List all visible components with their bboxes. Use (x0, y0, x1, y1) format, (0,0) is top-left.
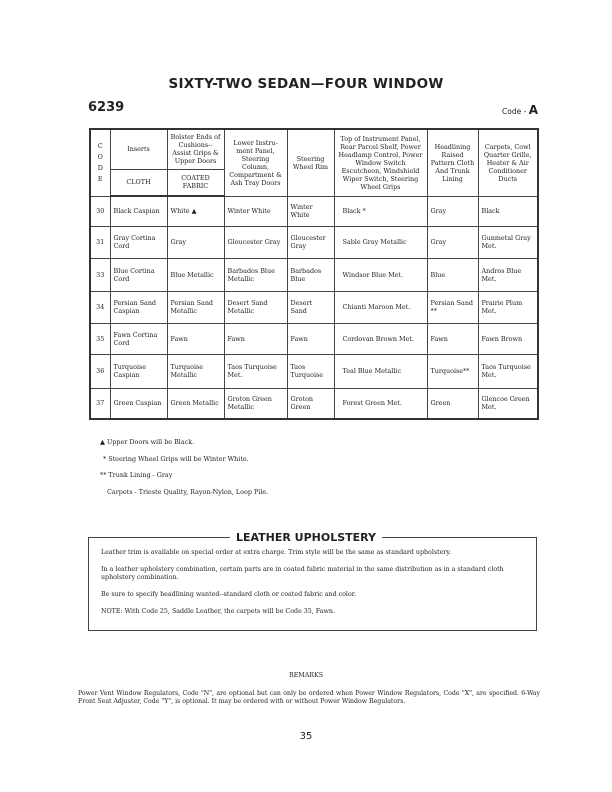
code-value: A (528, 103, 538, 117)
code-header: C O D E (90, 129, 110, 196)
cell-carpets: Taos Turquoise Met. (478, 354, 538, 388)
cell-lower: Groton Green Metallic (224, 388, 287, 419)
cell-headlining: Fawn (427, 323, 478, 354)
cell-code: 31 (90, 226, 110, 258)
page-title: SIXTY-TWO SEDAN—FOUR WINDOW (168, 76, 444, 92)
cell-steering: Gloucester Gray (287, 226, 334, 258)
cell-carpets: Black (478, 196, 538, 226)
table-row (90, 323, 538, 354)
cell-coated: Persian Sand Metallic (167, 291, 224, 323)
header-inserts: Inserts (110, 129, 167, 169)
table-row (90, 291, 538, 323)
leather-paragraph: Leather trim is available on special order at extra charge. Trim style will be the same as standard upholstery. (101, 549, 452, 556)
header-headlining: Headlining Raised Pattern Cloth And Trunk Lining (427, 129, 478, 196)
cell-lower: Desert Sand Metallic (224, 291, 287, 323)
leather-paragraph: Be sure to specify headlining wanted--standard cloth or coated fabric and color. (101, 591, 357, 598)
cell-carpets: Fawn Brown (478, 323, 538, 354)
cell-cloth: Green Caspian (110, 388, 167, 419)
cell-top: Cordovan Brown Met. (334, 323, 427, 354)
header-coated: COATED FABRIC (167, 169, 224, 196)
trim-table (89, 128, 539, 420)
cell-lower: Gloucester Gray (224, 226, 287, 258)
table-row (90, 196, 538, 226)
cell-top: Forest Green Met. (334, 388, 427, 419)
leather-heading: LEATHER UPHOLSTERY (230, 531, 382, 544)
leather-paragraph: NOTE: With Code 25, Saddle Leather, the carpets will be Code 35, Fawn. (101, 608, 335, 615)
cell-top: Chianti Maroon Met. (334, 291, 427, 323)
cell-headlining: Gray (427, 196, 478, 226)
cell-steering: Barbados Blue (287, 258, 334, 291)
cell-top: Windsor Blue Met. (334, 258, 427, 291)
cell-top: Sable Gray Metallic (334, 226, 427, 258)
cell-cloth: Black Caspian (110, 196, 167, 226)
leather-box (88, 537, 537, 631)
footnote: ** Trunk Lining - Gray (100, 471, 173, 479)
header-top-panel: Top of Instrument Panel, Rear Parcel Shelf, Power Headlamp Control, Power Window Switch Escutcheon, Windshield Wiper Switch, Steering Wheel Grips (334, 129, 427, 196)
cell-coated: Fawn (167, 323, 224, 354)
table-row (90, 226, 538, 258)
remarks-heading: REMARKS (288, 672, 324, 679)
cell-coated: White ▲ (167, 196, 224, 226)
cell-code: 30 (90, 196, 110, 226)
cell-steering: Taos Turquoise (287, 354, 334, 388)
cell-headlining: Green (427, 388, 478, 419)
header-carpets: Carpets, Cowl Quarter Grille, Heater & Air Conditioner Ducts (478, 129, 538, 196)
cell-cloth: Gray Cortina Cord (110, 226, 167, 258)
footnote: ▲ Upper Doors will be Black. (100, 438, 195, 446)
cell-lower: Fawn (224, 323, 287, 354)
cell-code: 37 (90, 388, 110, 419)
cell-code: 34 (90, 291, 110, 323)
cell-cloth: Turquoise Caspian (110, 354, 167, 388)
cell-lower: Taos Turquoise Met. (224, 354, 287, 388)
cell-top: Black * (334, 196, 427, 226)
cell-steering: Winter White (287, 196, 334, 226)
cell-headlining: Gray (427, 226, 478, 258)
cell-carpets: Gunmetal Gray Met. (478, 226, 538, 258)
cell-cloth: Persian Sand Caspian (110, 291, 167, 323)
cell-top: Teal Blue Metallic (334, 354, 427, 388)
cell-code: 33 (90, 258, 110, 291)
cell-lower: Winter White (224, 196, 287, 226)
cell-coated: Gray (167, 226, 224, 258)
cell-carpets: Andros Blue Met. (478, 258, 538, 291)
cell-headlining: Persian Sand ** (427, 291, 478, 323)
header-bolster: Bolster Ends of Cushions-- Assist Grips & Upper Doors (167, 129, 224, 169)
table-row (90, 388, 538, 419)
table-row (90, 258, 538, 291)
cell-steering: Groton Green (287, 388, 334, 419)
cell-code: 35 (90, 323, 110, 354)
table-row (90, 354, 538, 388)
cell-steering: Fawn (287, 323, 334, 354)
footnote: * Steering Wheel Grips will be Winter White. (103, 455, 249, 463)
cell-code: 36 (90, 354, 110, 388)
cell-cloth: Blue Cortina Cord (110, 258, 167, 291)
cell-coated: Green Metallic (167, 388, 224, 419)
cell-steering: Desert Sand (287, 291, 334, 323)
cell-carpets: Prairie Plum Met. (478, 291, 538, 323)
footnote: Carpets - Trieste Quality, Rayon-Nylon, Loop Pile. (107, 488, 269, 496)
cell-coated: Turquoise Metallic (167, 354, 224, 388)
code-label: Code - A (502, 103, 538, 117)
header-cloth: CLOTH (110, 169, 167, 196)
cell-headlining: Turquoise** (427, 354, 478, 388)
header-steering: Steering Wheel Rim (287, 129, 334, 196)
remarks-text: Power Vent Window Regulators, Code "N", are optional but can only be ordered when Power Window Regulators, Code "X", are specified. 6-Way Front Seat Adjuster, Code "Y", is optional. It may be ordered with or without Power Window Regulators. (78, 690, 540, 705)
header-lower-panel: Lower Instru- ment Panel, Steering Column, Compartment & Ash Tray Doors (224, 129, 287, 196)
cell-coated: Blue Metallic (167, 258, 224, 291)
model-number: 6239 (88, 100, 125, 115)
cell-lower: Barbados Blue Metallic (224, 258, 287, 291)
leather-paragraph: In a leather upholstery combination, certain parts are in coated fabric material in the same distribution as in a standard cloth upholstery combination. (101, 566, 504, 581)
page-number: 35 (299, 731, 313, 742)
cell-carpets: Glencoe Green Met. (478, 388, 538, 419)
cell-headlining: Blue (427, 258, 478, 291)
cell-cloth: Fawn Cortina Cord (110, 323, 167, 354)
